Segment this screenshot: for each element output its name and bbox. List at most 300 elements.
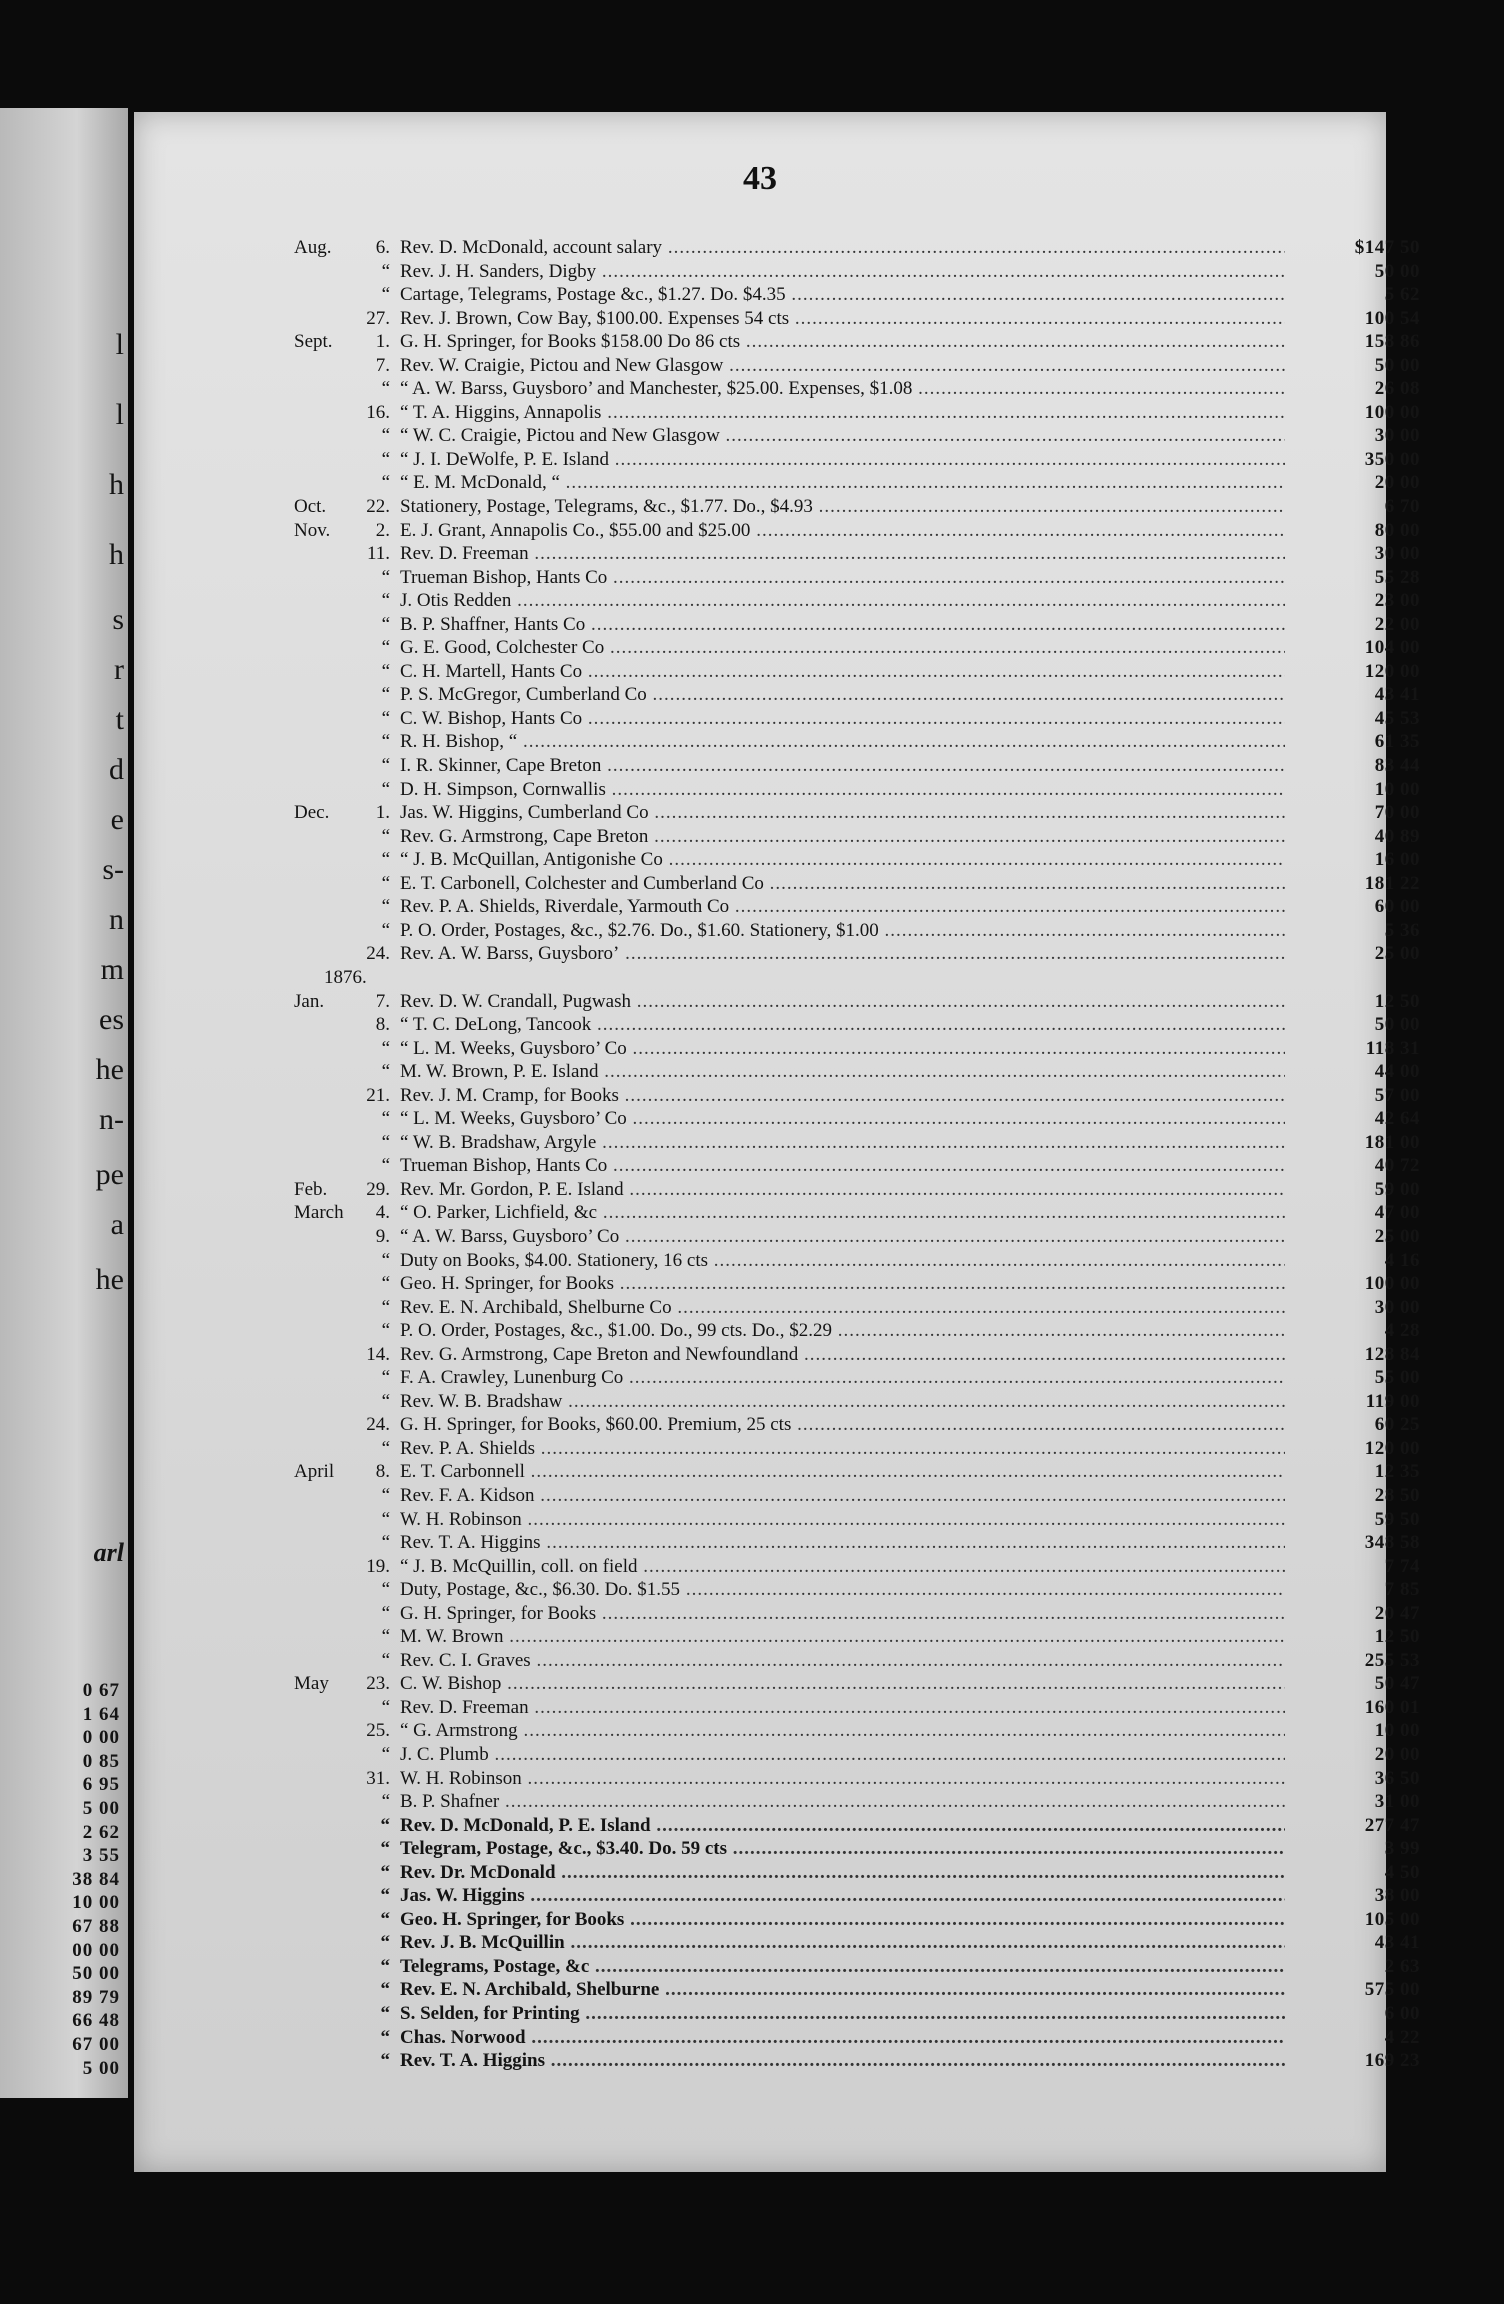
entry-amount: 55 28 [1374, 566, 1420, 588]
entry-description: “ J. B. McQuillin, coll. on field ..... [400, 1555, 1285, 1579]
entry-day: “ [381, 1037, 390, 1059]
entry-description: P. S. McGregor, Cumberland Co ..... [400, 683, 1285, 707]
entry-description: G. H. Springer, for Books ..... [400, 1602, 1285, 1626]
entry-description: B. P. Shafner ..... [400, 1790, 1285, 1814]
facing-page-heading: arl [93, 1538, 124, 1567]
entry-day: “ [380, 2026, 390, 2048]
entry-day: 22. [366, 496, 390, 518]
entry-day: 8. [375, 1014, 390, 1036]
ledger-row [294, 660, 1464, 684]
ledger-row [294, 1861, 1464, 1885]
entry-description: “ E. M. McDonald, “ ..... [400, 471, 1285, 495]
entry-day: “ [381, 637, 390, 659]
ledger-row [294, 1884, 1464, 1908]
ledger-row [294, 1131, 1464, 1155]
entry-description: Rev. P. A. Shields ..... [400, 1437, 1285, 1461]
entry-amount: 42 64 [1374, 1108, 1420, 1130]
entry-description: “ J. I. DeWolfe, P. E. Island ..... [400, 448, 1285, 472]
facing-page-word-fragment: r [114, 653, 124, 686]
entry-day: “ [381, 1296, 390, 1318]
ledger-row [294, 754, 1464, 778]
entry-day: “ [380, 1838, 390, 1860]
ledger-row [294, 1225, 1464, 1249]
entry-amount: 25 00 [1374, 943, 1420, 965]
entry-description: G. E. Good, Colchester Co ..... [400, 636, 1285, 660]
entry-day: 9. [375, 1225, 390, 1247]
ledger-row [294, 354, 1464, 378]
ledger-row [294, 1343, 1464, 1367]
entry-day: “ [381, 566, 390, 588]
entry-amount: 38 00 [1374, 1885, 1420, 1907]
entry-amount: 575 00 [1364, 1979, 1420, 2001]
entry-day: “ [381, 1626, 390, 1648]
entry-day: “ [381, 896, 390, 918]
entry-description: J. C. Plumb ..... [400, 1743, 1285, 1767]
entry-amount: 25 00 [1374, 1225, 1420, 1247]
entry-day: “ [381, 755, 390, 777]
facing-page-word-fragment: s- [102, 853, 124, 886]
facing-page-amount: 0 85 [82, 1750, 120, 1772]
ledger-row [294, 1437, 1464, 1461]
entry-day: “ [381, 1437, 390, 1459]
entry-day: “ [381, 1579, 390, 1601]
entry-day: “ [380, 2050, 390, 2072]
entry-amount: 4 22 [1384, 2026, 1420, 2048]
entry-description: Rev. G. Armstrong, Cape Breton ..... [400, 825, 1285, 849]
page-number: 43 [743, 160, 777, 197]
entry-amount: 30 00 [1374, 543, 1420, 565]
entry-description: Rev. T. A. Higgins ..... [400, 1531, 1285, 1555]
entry-day: “ [381, 378, 390, 400]
entry-amount: 60 00 [1374, 896, 1420, 918]
ledger-row [294, 1107, 1464, 1131]
entry-day: “ [381, 1108, 390, 1130]
entry-description: Rev. D. Freeman ..... [400, 542, 1285, 566]
facing-page-amount: 2 62 [82, 1821, 120, 1843]
entry-description: “ L. M. Weeks, Guysboro’ Co ..... [400, 1107, 1285, 1131]
entry-description: Rev. Dr. McDonald ..... [400, 1861, 1285, 1885]
entry-amount: 44 00 [1374, 1061, 1420, 1083]
entry-amount: 50 00 [1374, 354, 1420, 376]
entry-description: B. P. Shaffner, Hants Co ..... [400, 613, 1285, 637]
entry-amount: 23 00 [1374, 590, 1420, 612]
entry-amount: 57 00 [1374, 1084, 1420, 1106]
entry-amount: 100 00 [1364, 401, 1420, 423]
entry-description: Telegrams, Postage, &c ..... [400, 1955, 1285, 1979]
ledger-row [294, 683, 1464, 707]
ledger-row [294, 377, 1464, 401]
entry-day: 7. [375, 990, 390, 1012]
entry-amount: 20 00 [1374, 472, 1420, 494]
entry-description: Rev. C. I. Graves ..... [400, 1649, 1285, 1673]
ledger-row [294, 1272, 1464, 1296]
entry-day: “ [381, 1508, 390, 1530]
entry-amount: 30 00 [1374, 1296, 1420, 1318]
entry-day: “ [381, 919, 390, 941]
entry-description: Telegram, Postage, &c., $3.40. Do. 59 cts ..... [400, 1837, 1285, 1861]
entry-description: Rev. G. Armstrong, Cape Breton and Newfoundland ..... [400, 1343, 1285, 1367]
entry-amount: 47 00 [1374, 1202, 1420, 1224]
entry-day: “ [381, 660, 390, 682]
entry-day: 2. [375, 519, 390, 541]
ledger-row [294, 1978, 1464, 2002]
entry-description: Geo. H. Springer, for Books ..... [400, 1272, 1285, 1296]
entry-description: Rev. D. McDonald, P. E. Island ..... [400, 1814, 1285, 1838]
entry-amount: 100 54 [1364, 307, 1420, 329]
entry-description: Geo. H. Springer, for Books ..... [400, 1908, 1285, 1932]
facing-page-amount: 6 95 [82, 1774, 120, 1796]
ledger-row [294, 895, 1464, 919]
entry-amount: 12 50 [1374, 1626, 1420, 1648]
entry-description: Rev. A. W. Barss, Guysboro’ ..... [400, 942, 1285, 966]
ledger-row [294, 1390, 1464, 1414]
entry-day: “ [381, 825, 390, 847]
ledger-row [294, 1578, 1464, 1602]
entry-amount: 50 47 [1374, 1673, 1420, 1695]
ledger-row [294, 542, 1464, 566]
facing-page-amount: 50 00 [72, 1963, 120, 1985]
ledger-row [294, 1767, 1464, 1791]
ledger-row [294, 1296, 1464, 1320]
entry-day: “ [381, 1249, 390, 1271]
entry-description: M. W. Brown ..... [400, 1625, 1285, 1649]
entry-amount: 6 70 [1384, 496, 1420, 518]
ledger-row [294, 330, 1464, 354]
ledger-row [294, 566, 1464, 590]
entry-amount: 70 00 [1374, 802, 1420, 824]
entry-amount: 100 00 [1364, 1273, 1420, 1295]
facing-page-amount: 38 84 [72, 1868, 120, 1890]
entry-day: “ [380, 1908, 390, 1930]
facing-page-word-fragment: a [110, 1208, 124, 1241]
ledger-row [294, 1625, 1464, 1649]
entry-amount: 31 00 [1374, 1791, 1420, 1813]
ledger-row [294, 919, 1464, 943]
ledger-row [294, 307, 1464, 331]
entry-month: May [294, 1673, 329, 1695]
entry-description: Rev. D. Freeman ..... [400, 1696, 1285, 1720]
entry-amount: 105 00 [1364, 1908, 1420, 1930]
ledger-row [294, 1908, 1464, 1932]
entry-amount: 10 00 [1374, 1720, 1420, 1742]
facing-page-amount: 1 64 [82, 1703, 120, 1725]
entry-month: Jan. [294, 990, 325, 1012]
entry-description: Trueman Bishop, Hants Co ..... [400, 566, 1285, 590]
entry-day: “ [381, 684, 390, 706]
facing-page-amount: 89 79 [72, 1986, 120, 2008]
entry-amount: 12 35 [1374, 1461, 1420, 1483]
entry-day: “ [381, 1155, 390, 1177]
entry-amount: 104 00 [1364, 637, 1420, 659]
entry-day: 29. [366, 1178, 390, 1200]
entry-amount: 40 72 [1374, 1155, 1420, 1177]
ledger-row [294, 1037, 1464, 1061]
entry-day: “ [381, 849, 390, 871]
entry-day: “ [381, 1602, 390, 1624]
entry-amount: 20 00 [1374, 1744, 1420, 1765]
entry-day: “ [380, 1861, 390, 1883]
entry-day: “ [380, 1932, 390, 1954]
entry-description: “ L. M. Weeks, Guysboro’ Co ..... [400, 1037, 1285, 1061]
entry-day: “ [381, 1484, 390, 1506]
entry-month: 1876. [324, 966, 367, 988]
entry-description: Rev. D. W. Crandall, Pugwash ..... [400, 990, 1285, 1014]
facing-page-amount: 0 00 [82, 1727, 120, 1749]
entry-description: Rev. F. A. Kidson ..... [400, 1484, 1285, 1508]
entry-description: Rev. W. B. Bradshaw ..... [400, 1390, 1285, 1414]
facing-page-word-fragment: h [109, 538, 124, 571]
year-heading [294, 966, 1464, 990]
entry-description: Chas. Norwood ..... [400, 2026, 1285, 2050]
facing-page-fragment [0, 108, 128, 2098]
ledger-row [294, 1060, 1464, 1084]
entry-description: Rev. J. H. Sanders, Digby ..... [400, 260, 1285, 284]
entry-description: G. H. Springer, for Books $158.00 Do 86 cts ..... [400, 330, 1285, 354]
entry-day: 31. [366, 1767, 390, 1789]
ledger-row [294, 401, 1464, 425]
entry-description: Duty on Books, $4.00. Stationery, 16 cts ..... [400, 1249, 1285, 1273]
ledger-row [294, 1460, 1464, 1484]
ledger-row [294, 1508, 1464, 1532]
entry-amount: 7 85 [1384, 1579, 1420, 1601]
entry-day: “ [381, 284, 390, 306]
entry-day: 19. [366, 1555, 390, 1577]
entry-description: Jas. W. Higgins ..... [400, 1884, 1285, 1908]
ledger-row [294, 990, 1464, 1014]
entry-day: 23. [366, 1673, 390, 1695]
ledger-row [294, 1931, 1464, 1955]
ledger-row [294, 1602, 1464, 1626]
entry-amount: 50 00 [1374, 260, 1420, 282]
entry-month: March [294, 1202, 344, 1224]
entry-amount: 36 50 [1374, 1767, 1420, 1789]
entry-amount: 118 31 [1365, 1037, 1420, 1059]
facing-page-word-fragment: he [95, 1263, 124, 1296]
facing-page-word-fragment: es [99, 1003, 124, 1036]
entry-description: C. W. Bishop, Hants Co ..... [400, 707, 1285, 731]
ledger-row [294, 236, 1464, 260]
ledger-row [294, 519, 1464, 543]
entry-day: 24. [366, 1414, 390, 1436]
entry-day: “ [381, 1791, 390, 1813]
entry-amount: 61 35 [1374, 731, 1420, 753]
ledger-row [294, 1413, 1464, 1437]
entry-description: Jas. W. Higgins, Cumberland Co ..... [400, 801, 1285, 825]
entry-description: S. Selden, for Printing ..... [400, 2002, 1285, 2026]
facing-page-amount: 5 00 [82, 1798, 120, 1819]
facing-page-word-fragment: e [110, 803, 124, 836]
facing-page-word-fragment: s [112, 603, 124, 636]
entry-amount: 59 50 [1374, 1508, 1420, 1530]
entry-amount: 3 99 [1384, 1838, 1420, 1860]
facing-page-amount: 67 00 [72, 2034, 120, 2055]
facing-page-word-fragment: l [115, 328, 124, 361]
entry-day: “ [381, 425, 390, 447]
entry-amount: 5 62 [1384, 284, 1420, 306]
entry-description: F. A. Crawley, Lunenburg Co ..... [400, 1366, 1285, 1390]
ledger-row [294, 1696, 1464, 1720]
entry-day: 25. [366, 1720, 390, 1742]
entry-amount: 55 00 [1374, 1367, 1420, 1389]
facing-page-word-fragment: t [115, 703, 124, 736]
entry-day: “ [380, 2003, 390, 2025]
entry-amount: 45 53 [1374, 707, 1420, 729]
entry-description: “ W. B. Bradshaw, Argyle ..... [400, 1131, 1285, 1155]
entry-amount: 10 00 [1374, 778, 1420, 800]
entry-day: 11. [366, 543, 390, 565]
entry-amount: 4 16 [1384, 1249, 1420, 1271]
entry-day: “ [381, 1061, 390, 1083]
entry-description: C. W. Bishop ..... [400, 1672, 1285, 1696]
facing-page-amount: 67 88 [72, 1916, 120, 1937]
entry-amount: 60 25 [1374, 1414, 1420, 1436]
ledger-row [294, 2049, 1464, 2073]
entry-description: Rev. J. Brown, Cow Bay, $100.00. Expenses 54 cts ..... [400, 307, 1285, 331]
entry-amount: 181 22 [1364, 872, 1420, 894]
ledger-row [294, 1672, 1464, 1696]
ledger-row [294, 1319, 1464, 1343]
entry-amount: 158 86 [1364, 331, 1420, 353]
entry-day: “ [381, 872, 390, 894]
entry-description: P. O. Order, Postages, &c., $2.76. Do., $1.60. Stationery, $1.00 ..... [400, 919, 1285, 943]
entry-day: “ [381, 1273, 390, 1295]
ledger-row [294, 613, 1464, 637]
facing-page-word-fragment: l [115, 398, 124, 431]
entry-day: 6. [375, 237, 390, 258]
entry-day: 27. [366, 307, 390, 329]
entry-amount: 120 00 [1364, 1437, 1420, 1459]
facing-page-amount: 5 00 [82, 2057, 120, 2079]
entry-month: Sept. [294, 331, 333, 353]
entry-amount: 28 50 [1374, 1484, 1420, 1506]
ledger-row [294, 1743, 1464, 1767]
entry-month: Oct. [294, 496, 327, 518]
entry-description: “ T. A. Higgins, Annapolis ..... [400, 401, 1285, 425]
ledger-row [294, 1649, 1464, 1673]
entry-day: “ [381, 1696, 390, 1718]
ledger-row [294, 848, 1464, 872]
entry-description: D. H. Simpson, Cornwallis ..... [400, 778, 1285, 802]
entry-description: “ T. C. DeLong, Tancook ..... [400, 1013, 1285, 1037]
ledger-row [294, 1178, 1464, 1202]
ledger-row [294, 1814, 1464, 1838]
ledger-row [294, 1249, 1464, 1273]
entry-amount: 83 44 [1374, 755, 1420, 777]
facing-page-word-fragment: n [109, 903, 124, 936]
entry-description: Rev. J. M. Cramp, for Books ..... [400, 1084, 1285, 1108]
entry-month: Aug. [294, 237, 332, 258]
entry-amount: 20 47 [1374, 1602, 1420, 1624]
entry-description: “ G. Armstrong ..... [400, 1719, 1285, 1743]
ledger-row [294, 424, 1464, 448]
facing-page-word-fragment: pe [95, 1158, 124, 1191]
facing-page-word-fragment: d [109, 753, 124, 786]
facing-page-word-fragment: m [100, 953, 124, 986]
entry-day: “ [381, 778, 390, 800]
entry-description: “ A. W. Barss, Guysboro’ and Manchester, $25.00. Expenses, $1.08 ..... [400, 377, 1285, 401]
ledger-entries [294, 236, 1464, 2073]
facing-page-amount: 66 48 [72, 2010, 120, 2032]
entry-amount: 43 41 [1374, 1932, 1420, 1954]
entry-amount: 59 00 [1374, 1178, 1420, 1200]
entry-day: “ [381, 1649, 390, 1671]
entry-description: W. H. Robinson ..... [400, 1508, 1285, 1532]
entry-amount: 348 58 [1364, 1532, 1420, 1554]
ledger-row [294, 825, 1464, 849]
entry-amount: 2 63 [1384, 1955, 1420, 1977]
entry-day: “ [381, 472, 390, 494]
entry-description: E. J. Grant, Annapolis Co., $55.00 and $25.00 ..... [400, 519, 1285, 543]
entry-description: Rev. D. McDonald, account salary ..... [400, 236, 1285, 260]
entry-amount: 119 00 [1365, 1390, 1420, 1412]
ledger-row [294, 942, 1464, 966]
entry-description: R. H. Bishop, “ ..... [400, 730, 1285, 754]
entry-description: Rev. E. N. Archibald, Shelburne Co ..... [400, 1296, 1285, 1320]
ledger-row [294, 1531, 1464, 1555]
entry-amount: 43 41 [1374, 684, 1420, 706]
entry-description: Cartage, Telegrams, Postage &c., $1.27. Do. $4.35 ..... [400, 283, 1285, 307]
ledger-row [294, 589, 1464, 613]
entry-amount: 128 84 [1364, 1343, 1420, 1365]
ledger-row [294, 778, 1464, 802]
entry-amount: 26 08 [1374, 378, 1420, 400]
entry-amount: 7 74 [1384, 1555, 1420, 1577]
entry-amount: 120 00 [1364, 660, 1420, 682]
ledger-row [294, 1201, 1464, 1225]
entry-day: “ [381, 1532, 390, 1554]
entry-description: P. O. Order, Postages, &c., $1.00. Do., 99 cts. Do., $2.29 ..... [400, 1319, 1285, 1343]
entry-description: “ O. Parker, Lichfield, &c ..... [400, 1201, 1285, 1225]
entry-description: W. H. Robinson ..... [400, 1767, 1285, 1791]
entry-month: April [294, 1461, 335, 1483]
entry-day: “ [380, 1979, 390, 2001]
entry-description: Rev. J. B. McQuillin ..... [400, 1931, 1285, 1955]
entry-amount: 22 00 [1374, 613, 1420, 635]
entry-day: “ [381, 1320, 390, 1342]
entry-month: Dec. [294, 802, 330, 824]
ledger-page [134, 112, 1420, 2172]
entry-day: “ [381, 590, 390, 612]
ledger-row [294, 801, 1464, 825]
entry-description: Duty, Postage, &c., $6.30. Do. $1.55 ..... [400, 1578, 1285, 1602]
entry-day: “ [381, 613, 390, 635]
facing-page-word-fragment: h [109, 468, 124, 501]
ledger-row [294, 283, 1464, 307]
entry-description: E. T. Carbonell, Colchester and Cumberland Co ..... [400, 872, 1285, 896]
entry-amount: 12 50 [1374, 990, 1420, 1012]
ledger-row [294, 1719, 1464, 1743]
entry-description: M. W. Brown, P. E. Island ..... [400, 1060, 1285, 1084]
facing-page-amount: 00 00 [72, 1939, 120, 1961]
ledger-row [294, 707, 1464, 731]
entry-month: Nov. [294, 519, 331, 541]
entry-day: 1. [375, 331, 390, 353]
facing-page-amount: 10 00 [72, 1892, 120, 1914]
entry-description: Rev. W. Craigie, Pictou and New Glasgow ..... [400, 354, 1285, 378]
ledger-row [294, 636, 1464, 660]
entry-amount: 181 00 [1364, 1131, 1420, 1153]
entry-amount: $147 50 [1354, 237, 1420, 258]
entry-day: “ [381, 1744, 390, 1765]
entry-day: 1. [375, 802, 390, 824]
ledger-row [294, 1955, 1464, 1979]
facing-page-amount: 0 67 [82, 1680, 120, 1701]
entry-day: “ [381, 1367, 390, 1389]
entry-description: Trueman Bishop, Hants Co ..... [400, 1154, 1285, 1178]
ledger-row [294, 730, 1464, 754]
entry-description: “ J. B. McQuillan, Antigonishe Co ..... [400, 848, 1285, 872]
ledger-row [294, 1084, 1464, 1108]
